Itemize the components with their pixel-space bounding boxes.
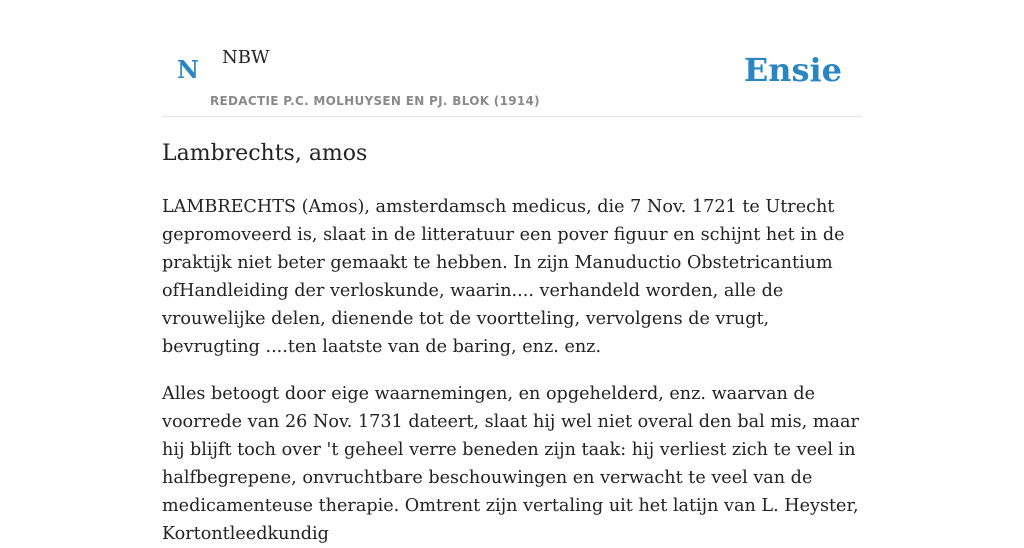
article-paragraph-2: Alles betoogt door eige waarnemingen, en opgehelderd, enz. waarvan de voorrede van 26 Nov. 1731 dateert, slaat hij wel niet overal den bal mis, maar hij blijft toch over 't geheel verre beneden zijn taak: hij verliest zich te veel in halfbegrepene, onvruchtbare beschouwingen en verwacht te veel van de medicamenteuse therapie. Omtrent zijn vertaling uit het latijn van L. Heyster, Kortontleedkundig	[162, 384, 859, 544]
source-logo-icon[interactable]: N	[177, 55, 199, 84]
article-body	[162, 136, 862, 548]
source-title[interactable]: NBW	[222, 47, 270, 68]
source-subtitle: REDACTIE P.C. MOLHUYSEN EN PJ. BLOK (1914)	[210, 94, 540, 108]
source-header	[162, 0, 862, 117]
article-paragraph-1: LAMBRECHTS (Amos), amsterdamsch medicus, die 7 Nov. 1721 te Utrecht gepromoveerd is, slaat in de litteratuur een pover figuur en schijnt het in de praktijk niet beter gemaakt te hebben. In zijn Manuductio Obstetricantium ofHandleiding der verloskunde, waarin.... verhandeld worden, alle de vrouwelijke delen, dienende tot de voortteling, vervolgens de vrugt, bevrugting ....ten laatste van de baring, enz. enz.	[162, 197, 845, 357]
brand-logo[interactable]: Ensie	[743, 51, 842, 89]
article-title: Lambrechts, amos	[162, 141, 368, 166]
